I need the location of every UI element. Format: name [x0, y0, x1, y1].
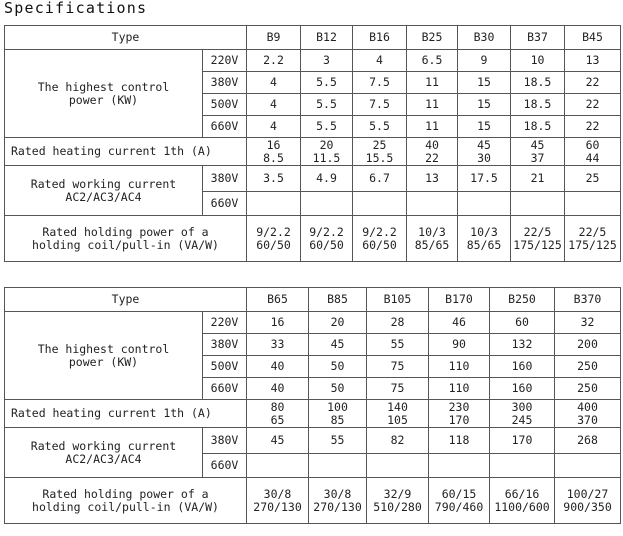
- table-cell-pair: [555, 400, 621, 428]
- table-cell-pair: [367, 400, 429, 428]
- table-cell: 10: [511, 50, 565, 72]
- holding-value: 100/27: [566, 486, 609, 501]
- table-cell: 5.5: [301, 72, 353, 94]
- table-cell: 250: [555, 356, 621, 378]
- working-380-value: 105: [387, 412, 408, 427]
- table-cell-pair: [309, 478, 367, 524]
- table-cell-pair: [429, 400, 490, 428]
- header-row: [5, 26, 621, 50]
- table-cell: 90: [429, 334, 490, 356]
- model-header: B85: [309, 288, 367, 312]
- table-cell-pair: [301, 216, 353, 262]
- pull-in-value: 60/50: [362, 237, 397, 252]
- working-380-value: 22: [425, 150, 439, 165]
- table-cell: 13: [407, 166, 458, 192]
- voltage-label: 660V: [203, 378, 247, 400]
- control-power-label-line1: The highest control: [37, 79, 170, 94]
- table-cell: 50: [309, 356, 367, 378]
- table-cell: 75: [367, 378, 429, 400]
- table-cell: [429, 454, 490, 478]
- table-cell: 4: [247, 94, 301, 116]
- table-cell: 110: [429, 356, 490, 378]
- table-cell: 5.5: [301, 116, 353, 138]
- table-cell-pair: [458, 216, 511, 262]
- heating-value: 60: [585, 137, 600, 152]
- table-cell: [301, 192, 353, 216]
- working-380-value: 44: [585, 150, 600, 165]
- model-header: B16: [353, 26, 407, 50]
- holding-value: 9/2.2: [362, 224, 397, 239]
- table-cell: 40: [247, 378, 309, 400]
- table-cell-pair: [490, 400, 555, 428]
- holding-value: 22/5: [523, 224, 552, 239]
- working-current-label: [5, 166, 203, 216]
- holding-value: 10/3: [470, 224, 498, 239]
- heating-value: 20: [319, 137, 334, 152]
- spec-table-2: [4, 287, 621, 524]
- table-cell: 3: [301, 50, 353, 72]
- heating-value: 300: [511, 399, 533, 414]
- pull-in-value: 60/50: [309, 237, 344, 252]
- table-cell-pair: [565, 138, 621, 166]
- power-row-220v: [5, 312, 621, 334]
- table-cell: 45: [247, 428, 309, 454]
- page-title: Specifications: [4, 0, 148, 17]
- model-header: B105: [367, 288, 429, 312]
- working-current-label-line2: AC2/AC3/AC4: [65, 451, 142, 466]
- model-header: B250: [490, 288, 555, 312]
- holding-row: [5, 216, 621, 262]
- voltage-label: 660V: [203, 192, 247, 216]
- table-cell: [367, 454, 429, 478]
- table-cell: 17.5: [458, 166, 511, 192]
- model-header: B30: [458, 26, 511, 50]
- heating-label: Rated heating current 1th (A): [5, 138, 247, 166]
- voltage-label: 380V: [203, 72, 247, 94]
- heating-value: 25: [372, 137, 387, 152]
- holding-value: 32/9: [383, 486, 412, 501]
- table-cell: 40: [247, 356, 309, 378]
- table-cell: 45: [309, 334, 367, 356]
- holding-value: 9/2.2: [309, 224, 344, 239]
- model-header: B65: [247, 288, 309, 312]
- holding-label-line2: holding coil/pull-in (VA/W): [32, 499, 219, 514]
- table-cell: 46: [429, 312, 490, 334]
- table-cell-pair: [407, 216, 458, 262]
- table-cell: [490, 454, 555, 478]
- table-cell: 4: [353, 50, 407, 72]
- table-cell: 4: [247, 116, 301, 138]
- model-header: B9: [247, 26, 301, 50]
- table-cell: [565, 192, 621, 216]
- table-cell-pair: [458, 138, 511, 166]
- table-cell: 250: [555, 378, 621, 400]
- table-cell: [353, 192, 407, 216]
- table-cell: 5.5: [301, 94, 353, 116]
- heating-value: 16: [266, 137, 281, 152]
- working-current-label-line1: Rated working current: [30, 176, 177, 191]
- holding-label-line2: holding coil/pull-in (VA/W): [32, 237, 219, 252]
- working-row-380v: [5, 166, 621, 192]
- table-cell: 15: [458, 116, 511, 138]
- working-current-label: [5, 428, 203, 478]
- heating-label: Rated heating current 1th (A): [5, 400, 247, 428]
- voltage-label: 220V: [203, 50, 247, 72]
- table-cell: 18.5: [511, 94, 565, 116]
- holding-label-line1: Rated holding power of a: [42, 224, 209, 239]
- heating-value: 140: [387, 399, 408, 414]
- model-header: B370: [555, 288, 621, 312]
- table-cell: 11: [407, 94, 458, 116]
- table-cell: 15: [458, 72, 511, 94]
- voltage-label: 380V: [203, 334, 247, 356]
- table-cell: 33: [247, 334, 309, 356]
- table-cell: 25: [565, 166, 621, 192]
- working-380-value: 30: [477, 150, 491, 165]
- table-cell: 13: [565, 50, 621, 72]
- working-row-380v: [5, 428, 621, 454]
- table-cell: 118: [429, 428, 490, 454]
- holding-power-label: [5, 478, 247, 524]
- table-cell: 132: [490, 334, 555, 356]
- header-row: [5, 288, 621, 312]
- working-380-value: 370: [577, 412, 598, 427]
- table-cell: [247, 454, 309, 478]
- type-header: Type: [5, 26, 247, 50]
- table-cell: 2.2: [247, 50, 301, 72]
- control-power-label-line2: power (KW): [68, 354, 139, 369]
- pull-in-value: 790/460: [434, 499, 484, 514]
- working-current-label-line1: Rated working current: [30, 438, 177, 453]
- working-380-value: 170: [448, 412, 470, 427]
- table-cell-pair: [429, 478, 490, 524]
- voltage-label: 660V: [203, 116, 247, 138]
- control-power-label-line2: power (KW): [68, 92, 139, 107]
- table-cell: 60: [490, 312, 555, 334]
- heating-value: 80: [270, 399, 285, 414]
- table-cell: 22: [565, 94, 621, 116]
- control-power-label: [5, 312, 203, 400]
- model-header: B170: [429, 288, 490, 312]
- table-cell: 28: [367, 312, 429, 334]
- table-cell-pair: [555, 478, 621, 524]
- table-cell: 15: [458, 94, 511, 116]
- model-header: B45: [565, 26, 621, 50]
- table-cell: 18.5: [511, 72, 565, 94]
- voltage-label: 500V: [203, 94, 247, 116]
- table-cell: 7.5: [353, 72, 407, 94]
- pull-in-value: 1100/600: [494, 499, 550, 514]
- table-cell: [511, 192, 565, 216]
- table-cell: 55: [367, 334, 429, 356]
- model-header: B12: [301, 26, 353, 50]
- holding-value: 30/8: [263, 486, 292, 501]
- heating-value: 40: [425, 137, 439, 152]
- table-cell: 5.5: [353, 116, 407, 138]
- holding-power-label: [5, 216, 247, 262]
- table-cell: 20: [309, 312, 367, 334]
- table-cell: 18.5: [511, 116, 565, 138]
- pull-in-value: 270/130: [253, 499, 302, 514]
- heating-row: [5, 138, 621, 166]
- table-cell: 22: [565, 72, 621, 94]
- table-cell-pair: [247, 138, 301, 166]
- table-cell-pair: [309, 400, 367, 428]
- table-cell: 268: [555, 428, 621, 454]
- holding-row: [5, 478, 621, 524]
- working-380-value: 245: [511, 412, 533, 427]
- working-380-value: 15.5: [365, 150, 394, 165]
- voltage-label: 380V: [203, 166, 247, 192]
- table-cell: 170: [490, 428, 555, 454]
- table-cell: 4: [247, 72, 301, 94]
- working-380-value: 65: [270, 412, 285, 427]
- table-cell: 50: [309, 378, 367, 400]
- holding-value: 22/5: [578, 224, 607, 239]
- holding-value: 60/15: [441, 486, 477, 501]
- table-cell: 4.9: [301, 166, 353, 192]
- table-cell: 200: [555, 334, 621, 356]
- pull-in-value: 900/350: [563, 499, 612, 514]
- table-cell: 75: [367, 356, 429, 378]
- heating-value: 100: [327, 399, 348, 414]
- heating-value: 45: [530, 137, 545, 152]
- voltage-label: 380V: [203, 428, 247, 454]
- table-cell: 6.7: [353, 166, 407, 192]
- pull-in-value: 175/125: [513, 237, 562, 252]
- control-power-label: [5, 50, 203, 138]
- voltage-label: 500V: [203, 356, 247, 378]
- table-cell-pair: [407, 138, 458, 166]
- voltage-label: 220V: [203, 312, 247, 334]
- table-cell: [247, 192, 301, 216]
- table-cell: 11: [407, 116, 458, 138]
- table-cell: [309, 454, 367, 478]
- table-cell-pair: [301, 138, 353, 166]
- table-cell: 16: [247, 312, 309, 334]
- heating-value: 230: [448, 399, 470, 414]
- table-cell: 9: [458, 50, 511, 72]
- table-cell: 160: [490, 378, 555, 400]
- working-380-value: 37: [530, 150, 545, 165]
- table-cell-pair: [353, 138, 407, 166]
- table-cell: 32: [555, 312, 621, 334]
- table-cell: 7.5: [353, 94, 407, 116]
- heating-value: 45: [477, 137, 491, 152]
- table-cell: 3.5: [247, 166, 301, 192]
- holding-value: 10/3: [418, 224, 446, 239]
- power-row-220v: [5, 50, 621, 72]
- type-header: Type: [5, 288, 247, 312]
- working-380-value: 8.5: [263, 150, 284, 165]
- voltage-label: 660V: [203, 454, 247, 478]
- model-header: B37: [511, 26, 565, 50]
- table-cell-pair: [490, 478, 555, 524]
- table-cell: 160: [490, 356, 555, 378]
- model-header: B25: [407, 26, 458, 50]
- pull-in-value: 510/280: [373, 499, 422, 514]
- heating-value: 400: [577, 399, 598, 414]
- heating-row: [5, 400, 621, 428]
- holding-label-line1: Rated holding power of a: [42, 486, 209, 501]
- spec-table-1: [4, 25, 621, 262]
- holding-value: 9/2.2: [256, 224, 291, 239]
- working-380-value: 85: [330, 412, 345, 427]
- pull-in-value: 85/65: [466, 237, 502, 252]
- table-cell: 110: [429, 378, 490, 400]
- working-380-value: 11.5: [312, 150, 341, 165]
- control-power-label-line1: The highest control: [37, 341, 170, 356]
- table-cell-pair: [247, 478, 309, 524]
- pull-in-value: 270/130: [313, 499, 362, 514]
- table-cell: [555, 454, 621, 478]
- table-cell-pair: [247, 216, 301, 262]
- table-cell: 11: [407, 72, 458, 94]
- table-cell-pair: [353, 216, 407, 262]
- table-cell: [458, 192, 511, 216]
- table-cell: 22: [565, 116, 621, 138]
- table-cell: 21: [511, 166, 565, 192]
- pull-in-value: 85/65: [414, 237, 450, 252]
- holding-value: 30/8: [323, 486, 352, 501]
- pull-in-value: 175/125: [568, 237, 617, 252]
- working-current-label-line2: AC2/AC3/AC4: [65, 189, 142, 204]
- table-cell-pair: [247, 400, 309, 428]
- table-cell: [407, 192, 458, 216]
- table-cell-pair: [367, 478, 429, 524]
- table-cell: 6.5: [407, 50, 458, 72]
- table-cell: 82: [367, 428, 429, 454]
- table-cell-pair: [511, 138, 565, 166]
- table-cell-pair: [565, 216, 621, 262]
- pull-in-value: 60/50: [256, 237, 291, 252]
- table-cell-pair: [511, 216, 565, 262]
- table-cell: 55: [309, 428, 367, 454]
- holding-value: 66/16: [504, 486, 540, 501]
